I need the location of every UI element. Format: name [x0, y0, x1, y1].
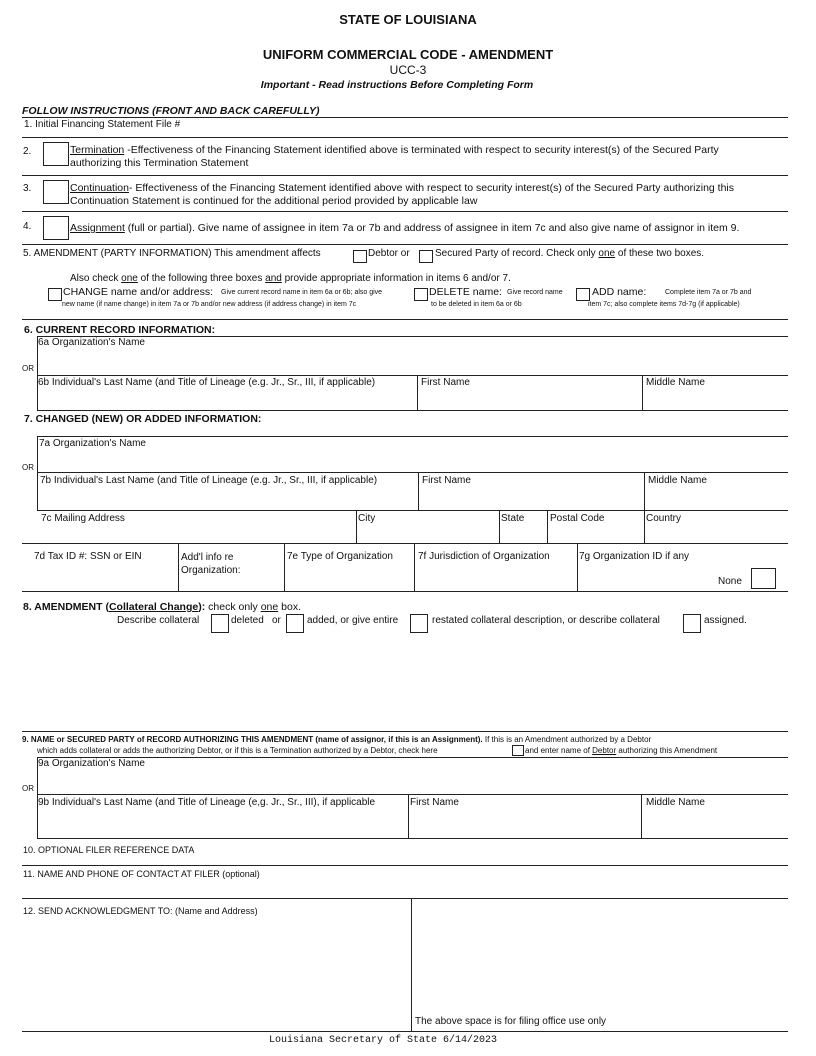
secured-party-label: Secured Party of record. Check only one of these two boxes.	[435, 248, 705, 259]
7d-tax-id-label: 7d Tax ID #: SSN or EIN	[34, 551, 142, 562]
add-name-checkbox[interactable]	[576, 288, 590, 301]
secured-party-checkbox[interactable]	[419, 250, 433, 263]
7g-org-id-label: 7g Organization ID if any	[579, 551, 690, 562]
6-or-label: OR	[22, 364, 34, 373]
6b-first-name-label: First Name	[421, 377, 470, 388]
9a-org-name-label: 9a Organization's Name	[38, 758, 145, 769]
added-label: added, or give entire	[307, 615, 399, 626]
7-or-label: OR	[22, 463, 34, 472]
7c-mailing-address-label: 7c Mailing Address	[41, 513, 125, 524]
change-name-note-a: Give current record name in item 6a or 6b; also give	[221, 289, 383, 296]
form-title: UNIFORM COMMERCIAL CODE - AMENDMENT	[262, 47, 554, 62]
debtor-authorized-checkbox[interactable]	[512, 745, 524, 756]
9b-individual-last-name-label: 9b Individual's Last Name (and Title of Lineage (e,g. Jr., Sr., III), if applicable	[38, 797, 376, 808]
section9-line-a: 9. NAME or SECURED PARTY of RECORD AUTHORIZING THIS AMENDMENT (name of assignor, if this is an Assignment). If this is an Amendment authorized by a Debtor	[22, 735, 652, 744]
7c-country-label: Country	[646, 513, 682, 524]
item10-label: 10. OPTIONAL FILER REFERENCE DATA	[23, 845, 195, 855]
describe-collateral-label: Describe collateral	[117, 615, 200, 626]
change-name-label: CHANGE name and/or address:	[63, 286, 213, 298]
6a-org-name-label: 6a Organization's Name	[38, 337, 145, 348]
or-label: or	[272, 615, 281, 626]
filing-office-note: The above space is for filing office use only	[415, 1016, 607, 1027]
section6-title: 6. CURRENT RECORD INFORMATION:	[24, 324, 216, 336]
7b-first-name-label: First Name	[422, 475, 471, 486]
form-code: UCC-3	[389, 63, 427, 77]
none-label: None	[718, 576, 742, 587]
7b-individual-last-name-label: 7b Individual's Last Name (and Title of Lineage (e.g. Jr., Sr., III, if applicable)	[40, 475, 378, 486]
deleted-label: deleted	[231, 615, 264, 626]
7b-middle-name-label: Middle Name	[648, 475, 707, 486]
9b-first-name-label: First Name	[410, 797, 459, 808]
also-check-instruction: Also check one of the following three boxes and provide appropriate information in items 6 and/or 7.	[70, 273, 511, 284]
6b-individual-last-name-label: 6b Individual's Last Name (and Title of Lineage (e.g. Jr., Sr., III, if applicable)	[38, 377, 376, 388]
7c-postal-code-label: Postal Code	[550, 513, 605, 524]
9b-middle-name-label: Middle Name	[646, 797, 705, 808]
footer-note: Louisiana Secretary of State 6/14/2023	[268, 1035, 498, 1046]
change-name-checkbox[interactable]	[48, 288, 62, 301]
none-checkbox[interactable]	[751, 568, 776, 589]
delete-name-note-a: Give record name	[507, 289, 563, 296]
assignment-text: Assignment (full or partial). Give name of assignee in item 7a or 7b and address of assignee in item 7c and also give name of assignor in item 9.	[70, 222, 740, 234]
item11-label: 11. NAME AND PHONE OF CONTACT AT FILER (optional)	[23, 869, 260, 879]
6b-middle-name-label: Middle Name	[646, 377, 705, 388]
item4-number: 4.	[23, 221, 32, 232]
collateral-deleted-checkbox[interactable]	[211, 614, 229, 633]
collateral-assigned-checkbox[interactable]	[683, 614, 701, 633]
section9-line-b: which adds collateral or adds the authorizing Debtor, or if this is a Termination authorized by a Debtor, check here	[37, 746, 438, 755]
termination-checkbox[interactable]	[43, 142, 69, 166]
item12-label: 12. SEND ACKNOWLEDGMENT TO: (Name and Address)	[23, 906, 258, 916]
7c-state-label: State	[501, 513, 525, 524]
item5-label: 5. AMENDMENT (PARTY INFORMATION) This amendment affects	[23, 248, 321, 259]
7f-jurisdiction-label: 7f Jurisdiction of Organization	[418, 551, 550, 562]
9-or-label: OR	[22, 784, 34, 793]
assignment-checkbox[interactable]	[43, 216, 69, 240]
section9-line-b2: and enter name of Debtor authorizing this Amendment	[525, 746, 718, 755]
change-name-note-b: new name (if name change) in item 7a or 7b and/or new address (if address change) in item 7c	[62, 301, 357, 308]
7a-org-name-label: 7a Organization's Name	[39, 438, 146, 449]
add-name-note-a: Complete item 7a or 7b and	[665, 289, 752, 296]
add-name-note-b: item 7c; also complete items 7d-7g (if applicable)	[588, 301, 740, 308]
delete-name-note-b: to be deleted in item 6a or 6b	[431, 301, 522, 308]
termination-text: Termination -Effectiveness of the Financing Statement identified above is terminated with respect to security interest(s) of the Secured Party authorizing this Termination Statement	[70, 144, 719, 169]
addl-info-label: Add'l info re Organization:	[181, 552, 241, 576]
item1-label: 1. Initial Financing Statement File #	[24, 119, 181, 130]
restated-label: restated collateral description, or describe collateral	[432, 615, 660, 626]
state-title: STATE OF LOUISIANA	[339, 12, 477, 27]
delete-name-label: DELETE name:	[429, 286, 502, 298]
important-notice: Important - Read instructions Before Completing Form	[260, 79, 534, 91]
continuation-checkbox[interactable]	[43, 180, 69, 204]
add-name-label: ADD name:	[592, 286, 647, 298]
assignment-keyword: Assignment	[70, 222, 125, 234]
delete-name-checkbox[interactable]	[414, 288, 428, 301]
debtor-checkbox[interactable]	[353, 250, 367, 263]
follow-instructions: FOLLOW INSTRUCTIONS (FRONT AND BACK CAREFULLY)	[22, 105, 320, 117]
continuation-text: Continuation- Effectiveness of the Financing Statement identified above with respect to security interest(s) of the Secured Party authorizing this Continuation Statement is continued for the additional period provided by applicable law	[70, 182, 735, 207]
item3-number: 3.	[23, 183, 32, 194]
7e-type-of-org-label: 7e Type of Organization	[287, 551, 393, 562]
collateral-added-checkbox[interactable]	[286, 614, 304, 633]
7c-city-label: City	[358, 513, 376, 524]
collateral-restated-checkbox[interactable]	[410, 614, 428, 633]
item2-number: 2.	[23, 146, 32, 157]
termination-keyword: Termination	[70, 144, 125, 156]
assigned-label: assigned.	[704, 615, 747, 626]
section8-title: 8. AMENDMENT (Collateral Change): check only one box.	[23, 601, 301, 613]
continuation-keyword: Continuation	[70, 182, 129, 194]
debtor-label: Debtor or	[368, 248, 410, 259]
section7-title: 7. CHANGED (NEW) OR ADDED INFORMATION:	[24, 413, 262, 425]
